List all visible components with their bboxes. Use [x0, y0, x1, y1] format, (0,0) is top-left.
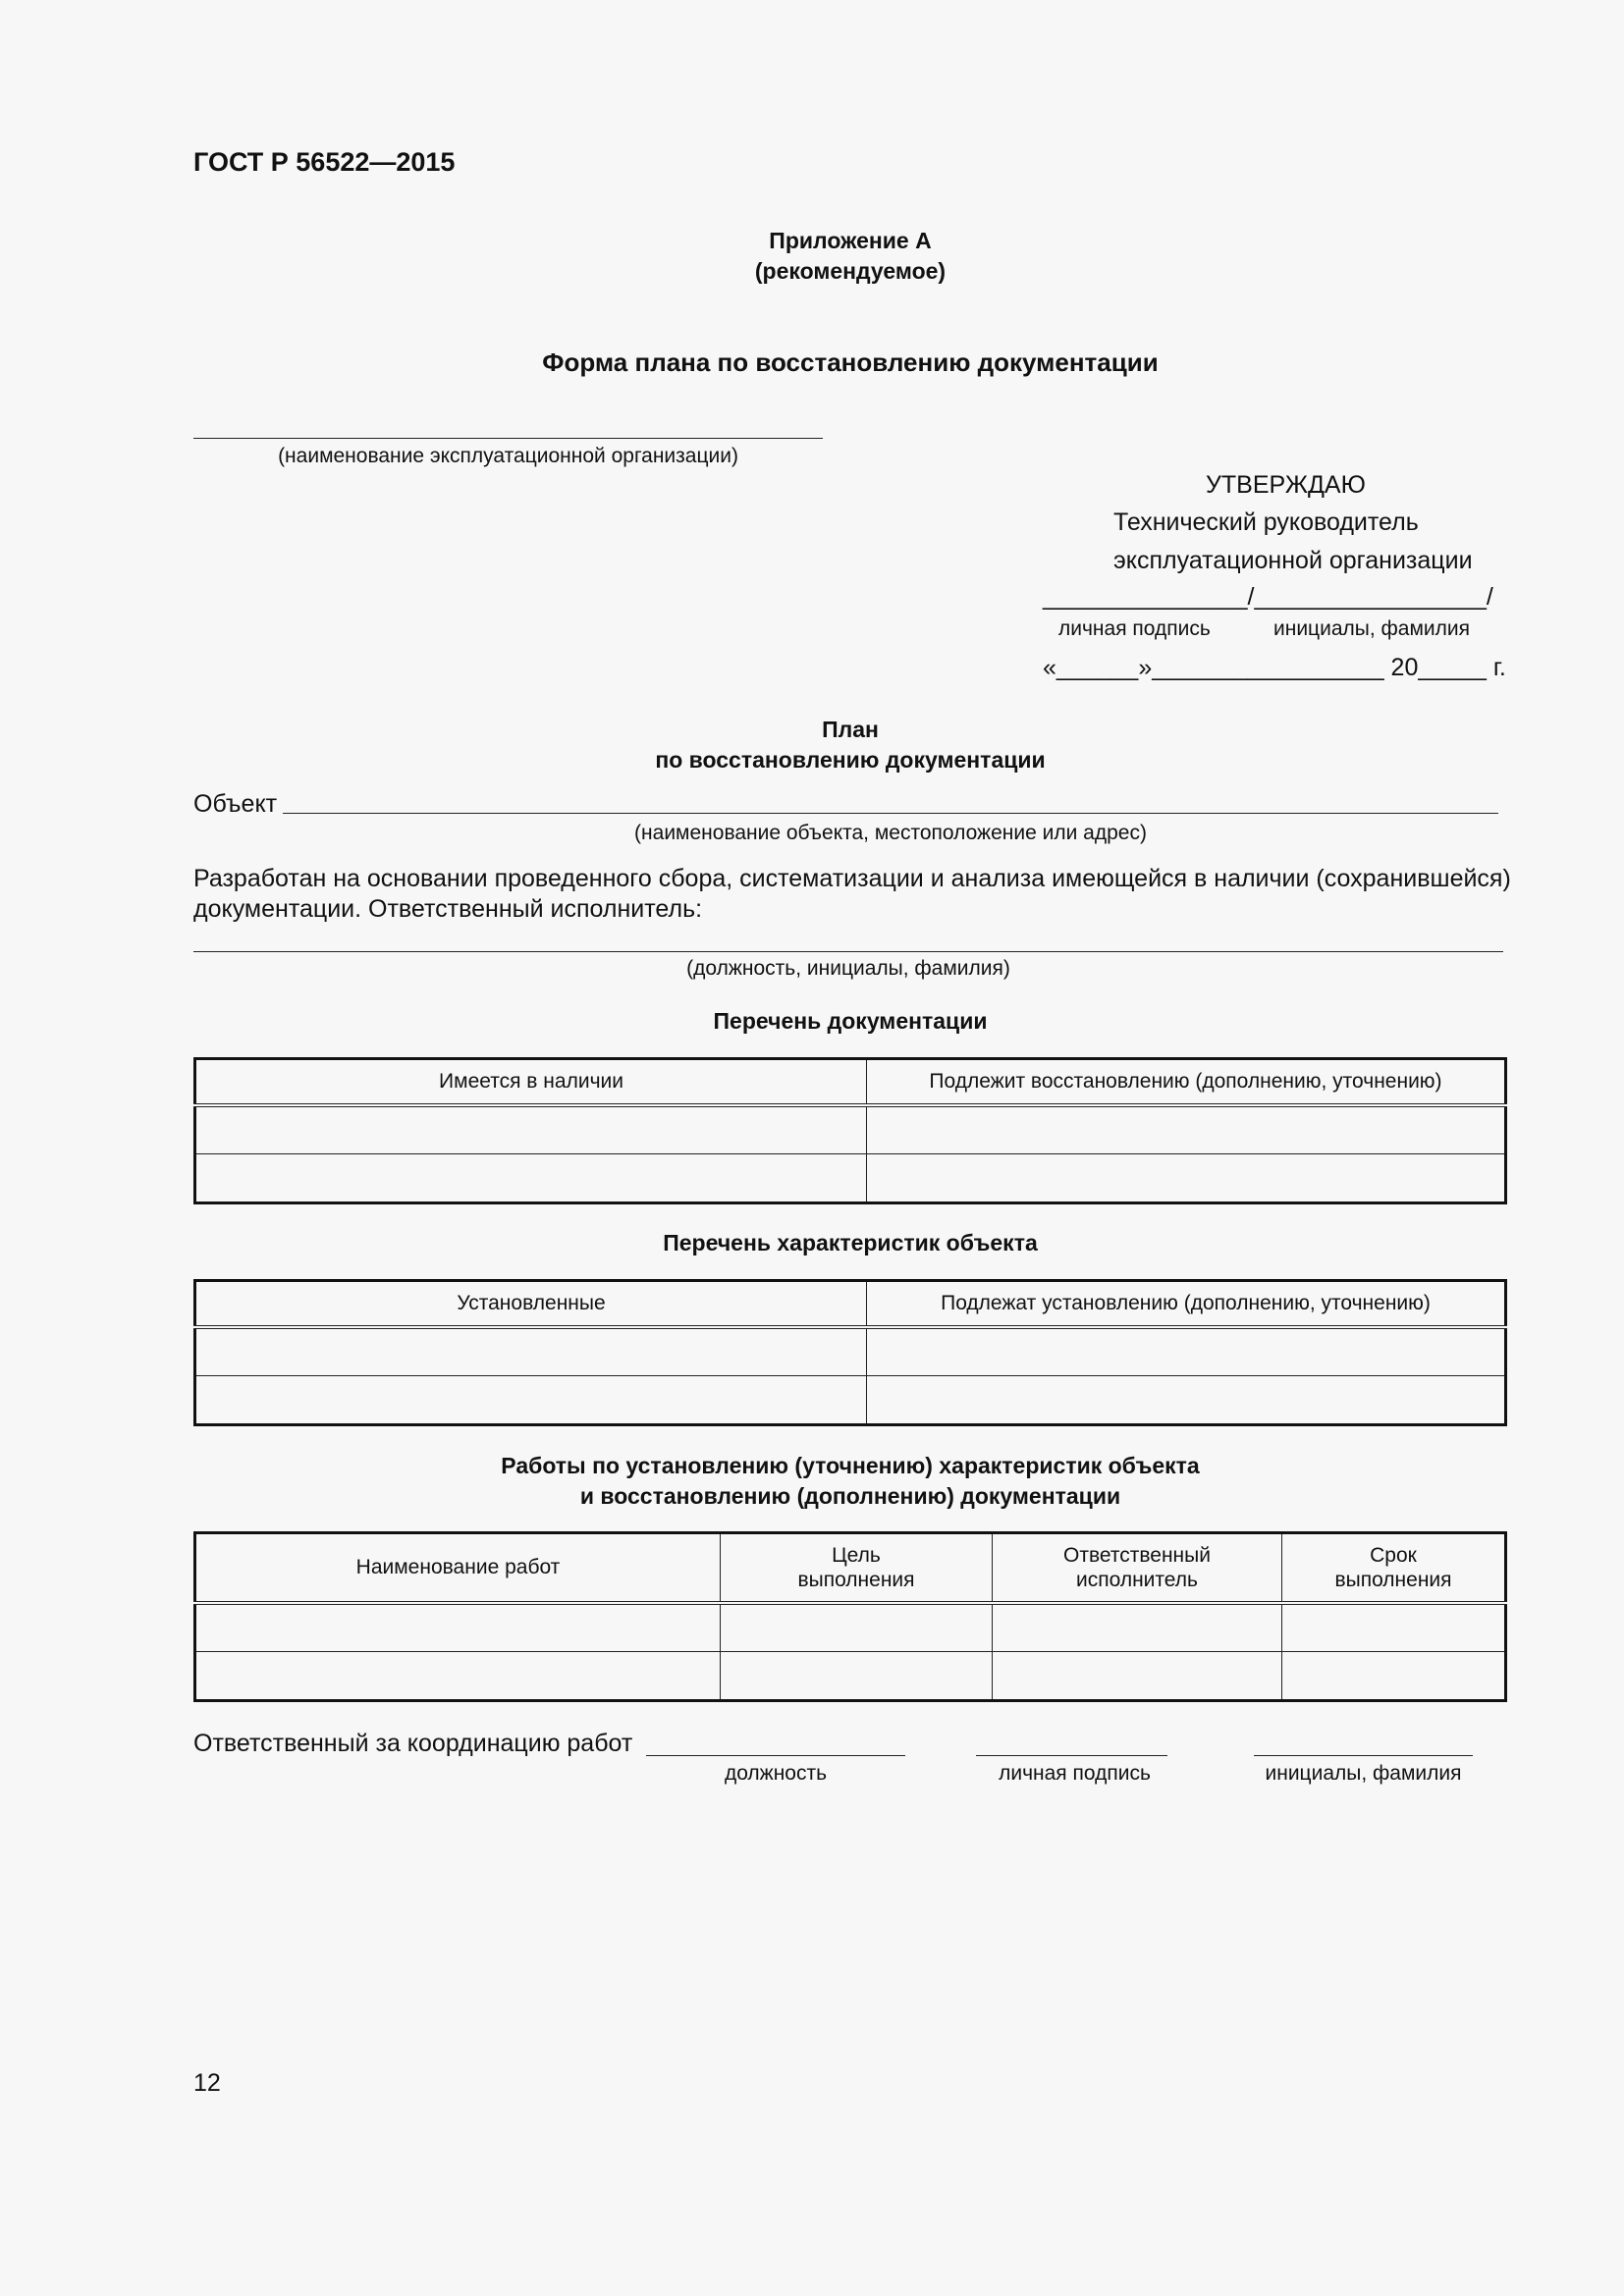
table-row: [195, 1652, 1506, 1701]
works-header-responsible-line1: Ответственный: [1063, 1543, 1211, 1567]
table-cell[interactable]: [867, 1105, 1506, 1154]
coordinator-signature-caption: личная подпись: [999, 1762, 1151, 1785]
appendix-status: (рекомендуемое): [754, 258, 947, 284]
docs-header-to-restore: Подлежит восстановлению (дополнению, уточнению): [867, 1059, 1506, 1105]
executor-line: [193, 951, 1503, 952]
plan-title-line1: План: [822, 717, 879, 742]
approve-word: УТВЕРЖДАЮ: [1206, 471, 1366, 499]
approve-date-line: «______»_________________ 20_____ г.: [1043, 654, 1506, 681]
table-cell[interactable]: [195, 1105, 867, 1154]
table-cell[interactable]: [1282, 1652, 1506, 1701]
works-header-goal: [721, 1533, 993, 1603]
props-header-established: Установленные: [195, 1281, 867, 1327]
coordinator-label: Ответственный за координацию работ: [193, 1730, 633, 1757]
developed-text-line1: Разработан на основании проведенного сбора, систематизации и анализа имеющейся в наличии (сохранившейся): [193, 865, 1511, 892]
works-header-responsible-line2: исполнитель: [1076, 1568, 1198, 1591]
object-label: Объект: [193, 790, 278, 818]
approve-signature-caption: личная подпись: [1058, 617, 1211, 640]
table-cell[interactable]: [993, 1603, 1282, 1652]
table-row: [195, 1603, 1506, 1652]
table-header-row: [195, 1059, 1506, 1105]
table-header-row: [195, 1533, 1506, 1603]
works-header-goal-line1: Цель: [832, 1543, 881, 1567]
table-cell[interactable]: [867, 1376, 1506, 1425]
works-header-name: [195, 1533, 721, 1603]
coordinator-position-line: [646, 1755, 905, 1756]
docs-header-available: Имеется в наличии: [195, 1059, 867, 1105]
works-header-deadline-line2: выполнения: [1334, 1568, 1452, 1591]
table-cell[interactable]: [867, 1154, 1506, 1203]
table-cell[interactable]: [195, 1603, 721, 1652]
works-title-line2: и восстановлению (дополнению) документации: [579, 1483, 1121, 1509]
table-cell[interactable]: [195, 1154, 867, 1203]
docs-table: [193, 1057, 1507, 1204]
works-header-goal-line2: выполнения: [797, 1568, 915, 1591]
works-header-deadline: [1282, 1533, 1506, 1603]
docs-list-title: Перечень документации: [713, 1008, 988, 1034]
table-cell[interactable]: [721, 1652, 993, 1701]
table-cell[interactable]: [993, 1652, 1282, 1701]
props-header-to-establish: Подлежат установлению (дополнению, уточнению): [867, 1281, 1506, 1327]
table-cell[interactable]: [195, 1652, 721, 1701]
executor-caption: (должность, инициалы, фамилия): [686, 957, 1010, 980]
coordinator-signature-line: [976, 1755, 1167, 1756]
developed-text-line2: документации. Ответственный исполнитель:: [193, 895, 703, 923]
works-table: [193, 1531, 1507, 1702]
table-cell[interactable]: [195, 1327, 867, 1376]
table-row: [195, 1376, 1506, 1425]
form-title: Форма плана по восстановлению документации: [542, 347, 1159, 377]
coordinator-position-caption: должность: [724, 1762, 828, 1785]
props-table: [193, 1279, 1507, 1426]
coordinator-name-caption: инициалы, фамилия: [1265, 1762, 1462, 1785]
works-title-line1: Работы по установлению (уточнению) характеристик объекта: [501, 1453, 1200, 1478]
object-caption: (наименование объекта, местоположение или адрес): [634, 822, 1147, 844]
table-header-row: [195, 1281, 1506, 1327]
plan-title-line2: по восстановлению документации: [655, 747, 1046, 773]
plan-title: [0, 715, 1624, 775]
works-header-name-text: Наименование работ: [355, 1556, 561, 1579]
approve-role-line2: эксплуатационной организации: [1113, 547, 1473, 574]
table-cell[interactable]: [721, 1603, 993, 1652]
table-row: [195, 1154, 1506, 1203]
table-cell[interactable]: [195, 1376, 867, 1425]
works-header-deadline-line1: Срок: [1370, 1543, 1417, 1567]
works-header-responsible: [993, 1533, 1282, 1603]
props-list-title: Перечень характеристик объекта: [663, 1230, 1038, 1255]
org-name-caption: (наименование эксплуатационной организации): [278, 445, 738, 467]
table-row: [195, 1105, 1506, 1154]
document-header: ГОСТ Р 56522—2015: [193, 147, 456, 177]
object-line: [283, 813, 1498, 814]
works-title: [0, 1451, 1624, 1512]
appendix-title: Приложение А: [769, 228, 932, 253]
approve-role-line1: Технический руководитель: [1113, 508, 1419, 536]
table-row: [195, 1327, 1506, 1376]
table-cell[interactable]: [1282, 1603, 1506, 1652]
org-name-line: [193, 438, 823, 439]
page-number: 12: [193, 2069, 221, 2097]
appendix-heading: [0, 226, 1624, 287]
approve-name-caption: инициалы, фамилия: [1273, 617, 1470, 640]
coordinator-name-line: [1254, 1755, 1473, 1756]
approve-signature-line: _______________/_________________/: [1043, 583, 1493, 611]
table-cell[interactable]: [867, 1327, 1506, 1376]
